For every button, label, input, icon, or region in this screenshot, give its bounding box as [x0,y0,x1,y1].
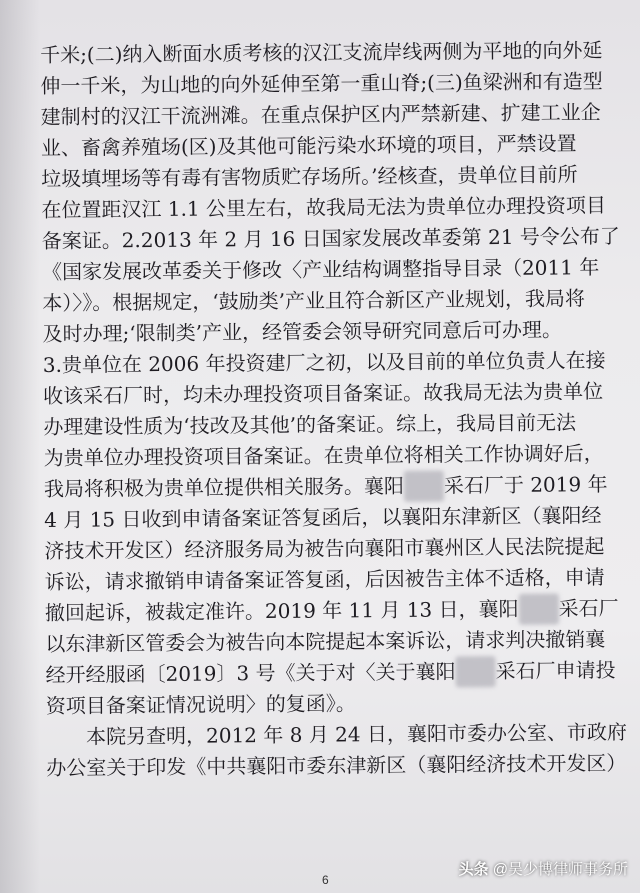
text-line-4: 业、畜禽养殖场(区)及其他可能污染水环境的项目，严禁设置 [40,131,577,160]
redacted-name [455,656,495,687]
text-line-10: 及时办理;‘限制类’产业，经管委会领导研究同意后可办理。 [42,317,563,346]
text-line-14: 为贵单位办理投资项目备案证。在贵单位将相关工作协调好后， [43,441,604,470]
text-segment: 采石厂申请投 [495,658,616,684]
text-segment: 经开经服函〔2019〕3 号《关于对〈关于襄阳 [45,659,456,687]
text-line-15 [44,469,624,505]
text-line-18: 诉讼，请求撤销申请备案证答复函，后因被告主体不适格，申请 [44,565,605,594]
text-line-9: 本）〉》。根据规定，‘鼓励类’产业且符合新区产业规划，我局将 [42,286,586,315]
text-line-24: 办公室关于印发《中共襄阳市委东津新区（襄阳经济技术开发区） [46,750,627,780]
text-line-16: 4 月 15 日收到申请备案证答复函后，以襄阳东津新区（襄阳经 [44,503,602,532]
text-line-3: 建制村的汉江干流洲滩。在重点保护区内严禁新建、扩建工业企 [40,100,601,129]
page-edge-shadow [0,0,40,893]
text-line-13: 办理建设性质为‘技改及其他’的备案证。综上，我局目前无法 [43,410,577,439]
redacted-name [404,470,444,501]
text-line-11: 3.贵单位在 2006 年投资建厂之初，以及目前的单位负责人在接 [42,348,606,377]
text-line-1: 千米;(二)纳入断面水质考核的汉江支流岸线两侧为平地的向外延 [40,38,603,67]
watermark [459,858,628,879]
page-number: 6 [322,873,329,887]
text-line-17: 济技术开发区）经济服务局为被告向襄阳市襄州区人民法院提起 [44,534,605,563]
watermark-logo: 头条 [458,861,489,878]
text-line-21 [45,655,625,691]
text-line-2: 伸一千米，为山地的向外延伸至第一重山脊;(三)鱼梁洲和有造型 [40,69,603,98]
text-segment: 采石厂于 2019 年 [443,472,608,498]
text-line-23: 本院另查明，2012 年 8 月 24 日，襄阳市委办公室、市政府 [85,719,628,749]
text-line-20: 以东津新区管委会为被告向本院提起本案诉讼，请求判决撤销襄 [45,627,606,656]
text-line-12: 收该采石厂时，均未办理投资项目备案证。故我局无法为贵单位 [43,379,604,408]
redacted-name [518,593,558,624]
text-line-19 [45,593,625,629]
text-line-22: 资项目备案证情况说明〉的复函》。 [45,691,356,718]
text-segment: 我局将积极为贵单位提供相关服务。襄阳 [43,473,405,501]
document-body [40,35,626,784]
text-line-6: 在位置距汉江 1.1 公里左右，故我局无法为贵单位办理投资项目 [41,193,607,222]
text-line-5: 垃圾填埋场等有毒有害物质贮存场所。’经核查，贵单位目前所 [41,162,578,191]
text-line-8: 《国家发展改革委关于修改〈产业结构调整指导目录（2011 年 [41,255,600,284]
text-segment: 采石厂 [558,595,619,621]
watermark-account: @吴少博律师事务所 [492,861,628,878]
text-line-7: 备案证。2.2013 年 2 月 16 日国家发展改革委第 21 号令公布了 [41,223,620,253]
text-segment: 撤回起诉，被裁定准许。2019 年 11 月 13 日，襄阳 [44,596,519,625]
